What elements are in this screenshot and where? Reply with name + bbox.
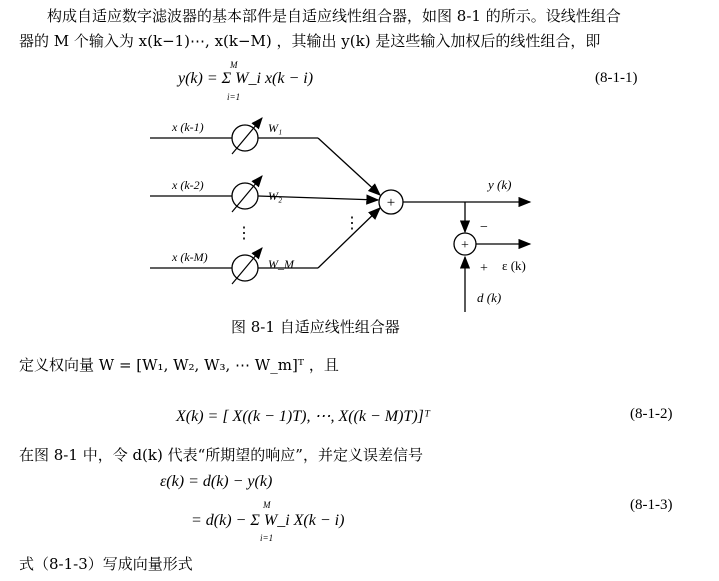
paragraph-error-signal: 在图 8-1 中，令 d(k) 代表“所期望的响应”，并定义误差信号 [19,446,423,464]
sum-upper-limit-2: M [263,500,271,510]
paragraph-weight-vector: 定义权向量 W = [W₁, W₂, W₃, ⋯ W_m]ᵀ ，且 [19,356,339,374]
error-label: ε (k) [502,258,526,273]
equation-number-8-1-2: (8-1-2) [630,406,673,422]
paragraph-vector-form: 式（8-1-3）写成向量形式 [19,555,193,573]
output-label: y (k) [488,177,512,192]
error-junction-sign: + [461,238,469,253]
equation-8-1-1-body: y(k) = Σ W_i x(k − i) [178,70,314,87]
input-label-2: x (k-2) [172,178,204,192]
figure-caption: 图 8-1 自适应线性组合器 [231,318,400,336]
equation-number-8-1-1: (8-1-1) [595,70,638,86]
paragraph-line-1: 构成自适应数字滤波器的基本部件是自适应线性组合器，如图 8-1 的所示。设线性组合 [47,7,621,25]
plus-sign: + [480,261,488,276]
vertical-dots-inputs: ⋮ [236,225,252,242]
weight-label-2: W₂ [268,189,283,203]
equation-8-1-1 [178,70,313,88]
desired-label: d (k) [477,290,502,305]
equation-8-1-3-line-1: ε(k) = d(k) − y(k) [160,473,273,490]
vertical-dots-summer: ⋮ [344,215,360,232]
sum-upper-limit: M [230,60,238,70]
equation-8-1-2: X(k) = [ X((k − 1)T), ⋯, X((k − M)T)]ᵀ [176,408,431,425]
weight-label-M: W_M [268,257,294,271]
equation-number-8-1-3: (8-1-3) [630,497,673,513]
adaptive-linear-combiner-diagram [150,106,540,318]
minus-sign: − [480,220,488,235]
equation-8-1-3-line-2: = d(k) − Σ W_i X(k − i) [191,512,345,529]
input-label-M: x (k-M) [172,250,208,264]
weight-label-1: W₁ [268,121,283,135]
sum-lower-limit-2: i=1 [260,533,274,543]
paragraph-line-2: 器的 M 个输入为 x(k−1)⋯, x(k−M) ，其输出 y(k) 是这些输入加权后的线性组合，即 [19,32,601,50]
sum-lower-limit: i=1 [227,92,241,102]
summing-junction-sign: + [386,195,396,211]
input-label-1: x (k-1) [172,120,204,134]
